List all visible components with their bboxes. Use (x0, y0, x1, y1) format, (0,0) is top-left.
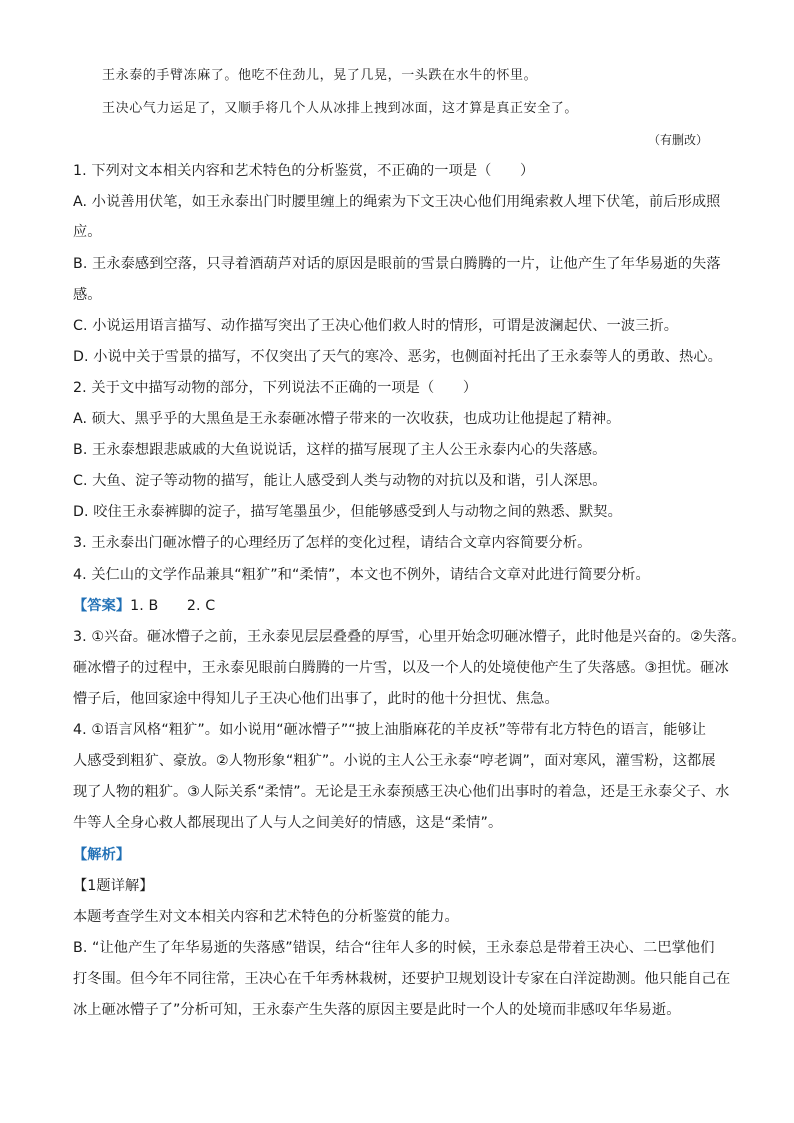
answer-values: 1. B 2. C (130, 598, 216, 614)
answer-4-line-2: 人感受到粗犷、豪放。②人物形象“粗犷”。小说的主人公王永泰“哼老调”，面对寒风，灌雪粉，这都展 (73, 753, 716, 769)
answer-3-line-1: 3. ①兴奋。砸冰懵子之前，王永泰见层层叠叠的厚雪，心里开始念叨砸冰懵子，此时他是兴奋的。②失落。 (73, 629, 746, 645)
answer-4-line-3: 现了人物的粗犷。③人际关系“柔情”。无论是王永泰预感王决心他们出事时的着急，还是王永泰父子、水 (73, 784, 730, 800)
analysis-paragraph-2-line-3: 冰上砸冰懵子了”分析可知，王永泰产生失落的原因主要是此时一个人的处境而非感叹年华易逝。 (73, 1002, 681, 1018)
question-1-option-a: A. 小说善用伏笔，如王永泰出门时腰里缠上的绳索为下文王决心他们用绳索救人埋下伏笔，前后形成照 (73, 194, 721, 210)
story-line-1: 王永泰的手臂冻麻了。他吃不住劲儿，晃了几晃，一头跌在水牛的怀里。 (102, 68, 538, 83)
question-2-option-a: A. 硕大、黑乎乎的大黑鱼是王永泰砸冰懵子带来的一次收获，也成功让他提起了精神。 (73, 411, 621, 427)
question-3: 3. 王永泰出门砸冰懵子的心理经历了怎样的变化过程，请结合文章内容简要分析。 (73, 535, 592, 551)
question-2-option-d: D. 咬住王永泰裤脚的淀子，描写笔墨虽少，但能够感受到人与动物之间的熟悉、默契。 (73, 504, 622, 520)
analysis-paragraph-1: 本题考查学生对文本相关内容和艺术特色的分析鉴赏的能力。 (73, 909, 459, 925)
question-4: 4. 关仁山的文学作品兼具“粗犷”和“柔情”，本文也不例外，请结合文章对此进行简要分析。 (73, 567, 650, 583)
question-2-option-b: B. 王永泰想跟悲戚戚的大鱼说说话，这样的描写展现了主人公王永泰内心的失落感。 (73, 442, 607, 458)
answer-line (73, 596, 733, 616)
answer-4-line-4: 牛等人全身心救人都展现出了人与人之间美好的情感，这是“柔情”。 (73, 815, 503, 831)
question-1-option-c: C. 小说运用语言描写、动作描写突出了王决心他们救人时的情形，可谓是波澜起伏、一波三折。 (73, 318, 679, 334)
answer-3-line-2: 砸冰懵子的过程中，王永泰见眼前白腾腾的一片雪，以及一个人的处境使他产生了失落感。③担忧。砸冰 (73, 660, 729, 676)
question-1-option-a-cont: 应。 (73, 224, 102, 240)
answer-3-line-3: 懵子后，他回家途中得知儿子王决心他们出事了，此时的他十分担忧、焦急。 (73, 691, 559, 707)
question-1-option-d: D. 小说中关于雪景的描写，不仅突出了天气的寒冷、恶劣，也侧面衬托出了王永泰等人的勇敢、热心。 (73, 349, 722, 365)
question-2-stem: 2. 关于文中描写动物的部分，下列说法不正确的一项是（ ） (73, 380, 478, 396)
source-note: （有删改） (647, 133, 708, 147)
analysis-paragraph-2-line-2: 打冬围。但今年不同往常，王决心在千年秀林栽树，还要护卫规划设计专家在白洋淀勘测。他只能自己在 (73, 971, 731, 987)
answer-tag: 【答案】 (73, 598, 131, 614)
story-line-2: 王决心气力运足了，又顺手将几个人从冰排上拽到冰面，这才算是真正安全了。 (102, 101, 579, 116)
analysis-subheading-1: 【1题详解】 (73, 878, 154, 894)
analysis-tag: 【解析】 (73, 847, 131, 863)
question-1-stem: 1. 下列对文本相关内容和艺术特色的分析鉴赏，不正确的一项是（ ） (73, 163, 535, 179)
answer-4-line-1: 4. ①语言风格“粗犷”。如小说用“砸冰懵子”“披上油脂麻花的羊皮袄”等带有北方特色的语言，能够让 (73, 722, 707, 738)
analysis-paragraph-2-line-1: B. “让他产生了年华易逝的失落感”错误，结合“往年人多的时候，王永泰总是带着王决心、二巴掌他们 (73, 940, 715, 956)
question-1-option-b-cont: 感。 (73, 287, 102, 303)
question-2-option-c: C. 大鱼、淀子等动物的描写，能让人感受到人类与动物的对抗以及和谐，引人深思。 (73, 473, 607, 489)
question-1-option-b: B. 王永泰感到空落，只寻着酒葫芦对话的原因是眼前的雪景白腾腾的一片，让他产生了年华易逝的失落 (73, 256, 721, 272)
